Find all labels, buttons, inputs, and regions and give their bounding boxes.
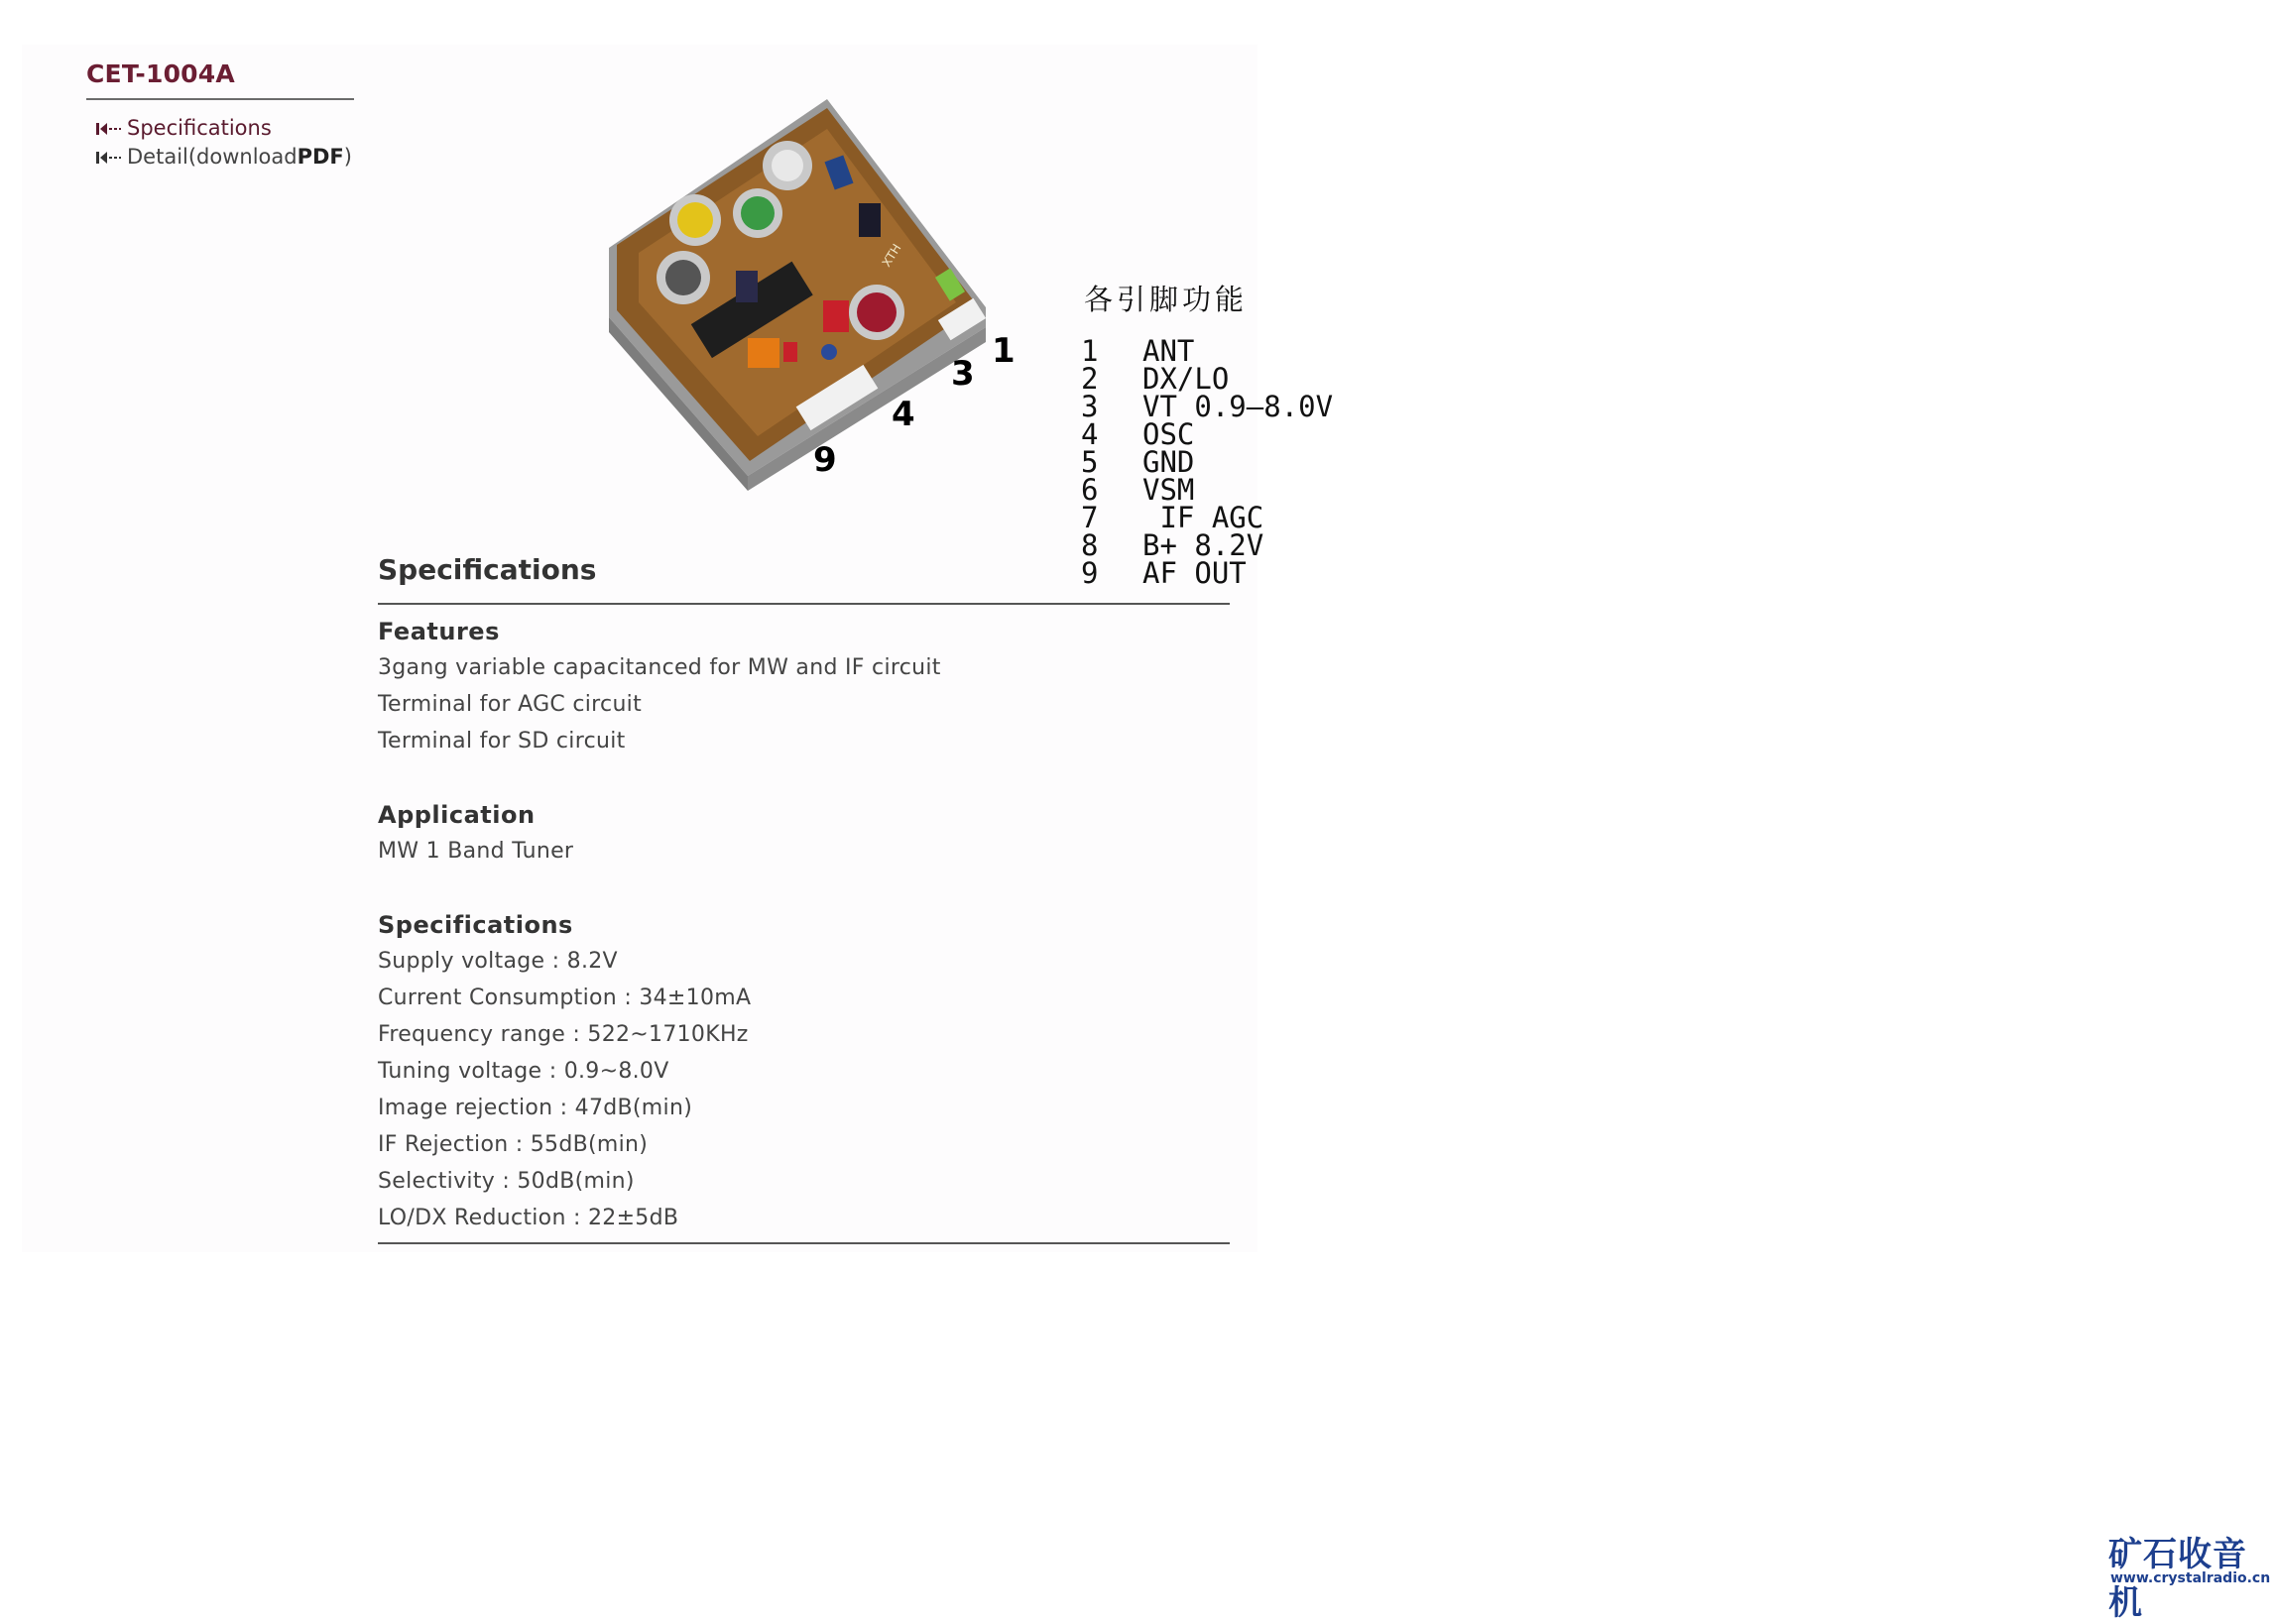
watermark-logo: 矿石收音机	[2108, 1535, 2247, 1623]
specifications-heading: Specifications	[378, 553, 597, 586]
pin-label-9: 9	[813, 440, 837, 480]
pin-name: B+ 8.2V	[1142, 528, 1264, 562]
spec-line: IF Rejection : 55dB(min)	[378, 1132, 649, 1157]
pin-name: AF OUT	[1142, 556, 1247, 590]
back-arrow-icon	[95, 119, 125, 137]
board-marking: XTH	[879, 241, 904, 270]
pin-row	[1081, 473, 1333, 507]
pin-number: 6	[1081, 473, 1099, 507]
pin-number: 3	[1081, 390, 1099, 423]
pin-row	[1081, 362, 1333, 396]
application-line: MW 1 Band Tuner	[378, 839, 574, 864]
spec-line: Current Consumption : 34±10mA	[378, 986, 752, 1010]
pin-label-1: 1	[992, 331, 1016, 371]
pin-number: 4	[1081, 417, 1099, 451]
spec-line: Selectivity : 50dB(min)	[378, 1169, 635, 1194]
sidebar-link-detail-pdf[interactable]	[95, 144, 352, 170]
pin-number: 1	[1081, 334, 1099, 368]
watermark-url: www.crystalradio.cn	[2110, 1570, 2271, 1586]
pin-number: 9	[1081, 556, 1099, 590]
pin-label-4: 4	[892, 395, 915, 434]
tuner-module-photo	[599, 94, 1016, 491]
spec-line: Supply voltage : 8.2V	[378, 949, 618, 974]
pin-name: OSC	[1142, 417, 1195, 451]
pin-name: DX/LO	[1142, 362, 1230, 396]
spec-line: Frequency range : 522~1710KHz	[378, 1022, 749, 1047]
pin-function-heading: 各引脚功能	[1084, 283, 1249, 316]
pin-number: 5	[1081, 445, 1099, 479]
pin-number: 7	[1081, 501, 1099, 534]
spec-line: LO/DX Reduction : 22±5dB	[378, 1206, 679, 1230]
back-arrow-icon	[95, 148, 125, 166]
feature-line: 3gang variable capacitanced for MW and IF circuit	[378, 655, 941, 680]
pin-number: 2	[1081, 362, 1099, 396]
title-divider	[86, 98, 354, 100]
feature-line: Terminal for AGC circuit	[378, 692, 643, 717]
pin-name: VSM	[1142, 473, 1195, 507]
product-title: CET-1004A	[86, 59, 235, 88]
pin-row	[1081, 501, 1333, 534]
sidebar-link-label-prefix: Detail(download	[127, 145, 298, 169]
pin-row	[1081, 556, 1333, 590]
sidebar-link-label-bold: PDF	[297, 145, 344, 169]
pin-row	[1081, 417, 1333, 451]
pin-name: ANT	[1142, 334, 1195, 368]
pin-row	[1081, 334, 1333, 368]
pin-row	[1081, 390, 1334, 423]
application-heading: Application	[378, 801, 536, 829]
spec-line: Tuning voltage : 0.9~8.0V	[378, 1059, 669, 1084]
pin-row	[1081, 528, 1333, 562]
features-heading: Features	[378, 618, 500, 645]
pin-name: IF AGC	[1142, 501, 1264, 534]
feature-line: Terminal for SD circuit	[378, 729, 626, 754]
spec-line: Image rejection : 47dB(min)	[378, 1096, 693, 1120]
specifications-subheading: Specifications	[378, 911, 573, 939]
pin-label-3: 3	[951, 354, 975, 394]
pin-name: GND	[1142, 445, 1195, 479]
pin-number: 8	[1081, 528, 1099, 562]
sidebar-link-specifications[interactable]	[95, 115, 272, 141]
section-divider-top	[378, 603, 1230, 605]
sidebar-link-label-suffix: )	[343, 145, 352, 169]
pin-function-list	[1081, 334, 1334, 590]
pin-name: VT 0.9—8.0V	[1142, 390, 1334, 423]
sidebar-link-label: Specifications	[127, 116, 272, 140]
pin-row	[1081, 445, 1333, 479]
section-divider-bottom	[378, 1242, 1230, 1244]
